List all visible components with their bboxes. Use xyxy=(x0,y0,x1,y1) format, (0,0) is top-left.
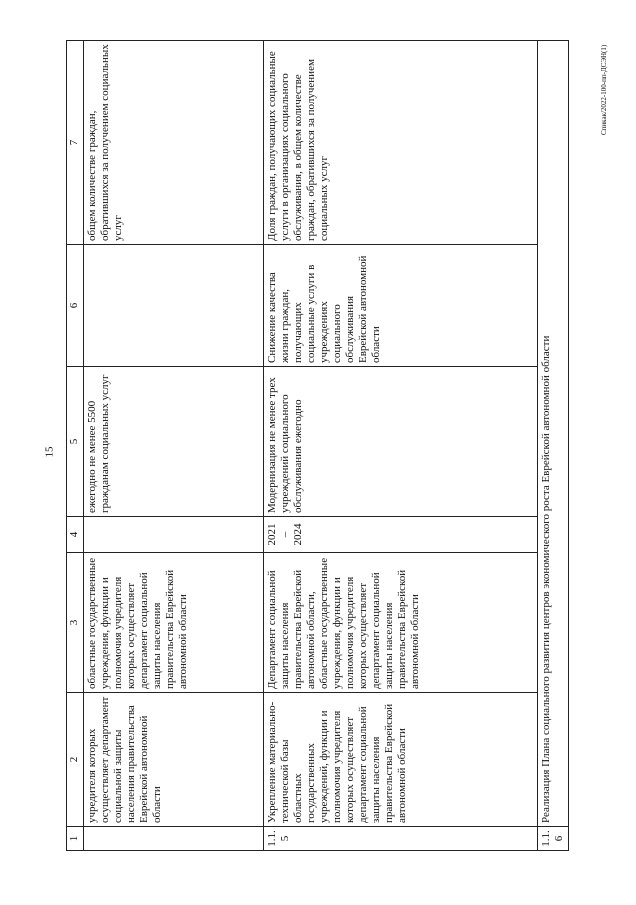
consequences-cell: Снижение качества жизни граждан, получающих социальные услуги в учреждениях социального обслуживания Еврейской автономной области xyxy=(264,245,538,367)
responsible-cell: Департамент социальной защиты населения правительства Еврейской автономной области, областные государственные учреждения, функции и полномочия учредителя которых осуществляет департамент социальной защиты населения правительства Еврейской автономной области xyxy=(264,553,538,693)
rotated-page-content xyxy=(66,41,565,851)
section-title-cell: Реализация Плана социального развития центров экономического роста Еврейской автономной области xyxy=(538,41,569,827)
row-number: 1.1.6 xyxy=(538,827,569,851)
document-code: Спикак/2022-100-пп-ДСЭН(1) xyxy=(600,44,608,135)
table-row-1-1-5 xyxy=(264,41,538,851)
measure-name-cell: учредителя которых осуществляет департамент социальной защиты населения правительства Еврейской автономной области xyxy=(84,693,264,827)
col-number-5: 5 xyxy=(67,367,84,517)
expected-result-cell: ежегодно не менее 5500 гражданам социальных услуг xyxy=(84,367,264,517)
responsible-cell: областные государственные учреждения, функции и полномочия учредителя которых осуществляет департамент социальной защиты населения правительства Еврейской автономной области xyxy=(84,553,264,693)
col-number-2: 2 xyxy=(67,693,84,827)
col-number-4: 4 xyxy=(67,517,84,553)
period-cell: 2021 – 2024 xyxy=(264,517,538,553)
measure-name-cell: Укрепление материально-технической базы областных государственных учреждений, функции и полномочия учредителя которых осуществляет департамент социальной защиты населения правительства Еврейской автономной области xyxy=(264,693,538,827)
measures-table xyxy=(66,40,569,851)
row-number xyxy=(84,827,264,851)
col-number-1: 1 xyxy=(67,827,84,851)
consequences-cell xyxy=(84,245,264,367)
page-number: 15 xyxy=(43,446,56,458)
indicator-cell: общем количестве граждан, обратившихся за получением социальных услуг xyxy=(84,41,264,245)
indicator-cell: Доля граждан, получающих социальные услуги в организациях социального обслуживания, в общем количестве граждан, обратившихся за получением социальных услуг xyxy=(264,41,538,245)
expected-result-cell: Модернизация не менее трех учреждений социального обслуживания ежегодно xyxy=(264,367,538,517)
period-cell xyxy=(84,517,264,553)
col-number-7: 7 xyxy=(67,41,84,245)
table-row-1-1-6 xyxy=(538,41,569,851)
row-number: 1.1.5 xyxy=(264,827,538,851)
col-number-3: 3 xyxy=(67,553,84,693)
column-number-row xyxy=(67,41,84,851)
table-row-continued xyxy=(84,41,264,851)
col-number-6: 6 xyxy=(67,245,84,367)
